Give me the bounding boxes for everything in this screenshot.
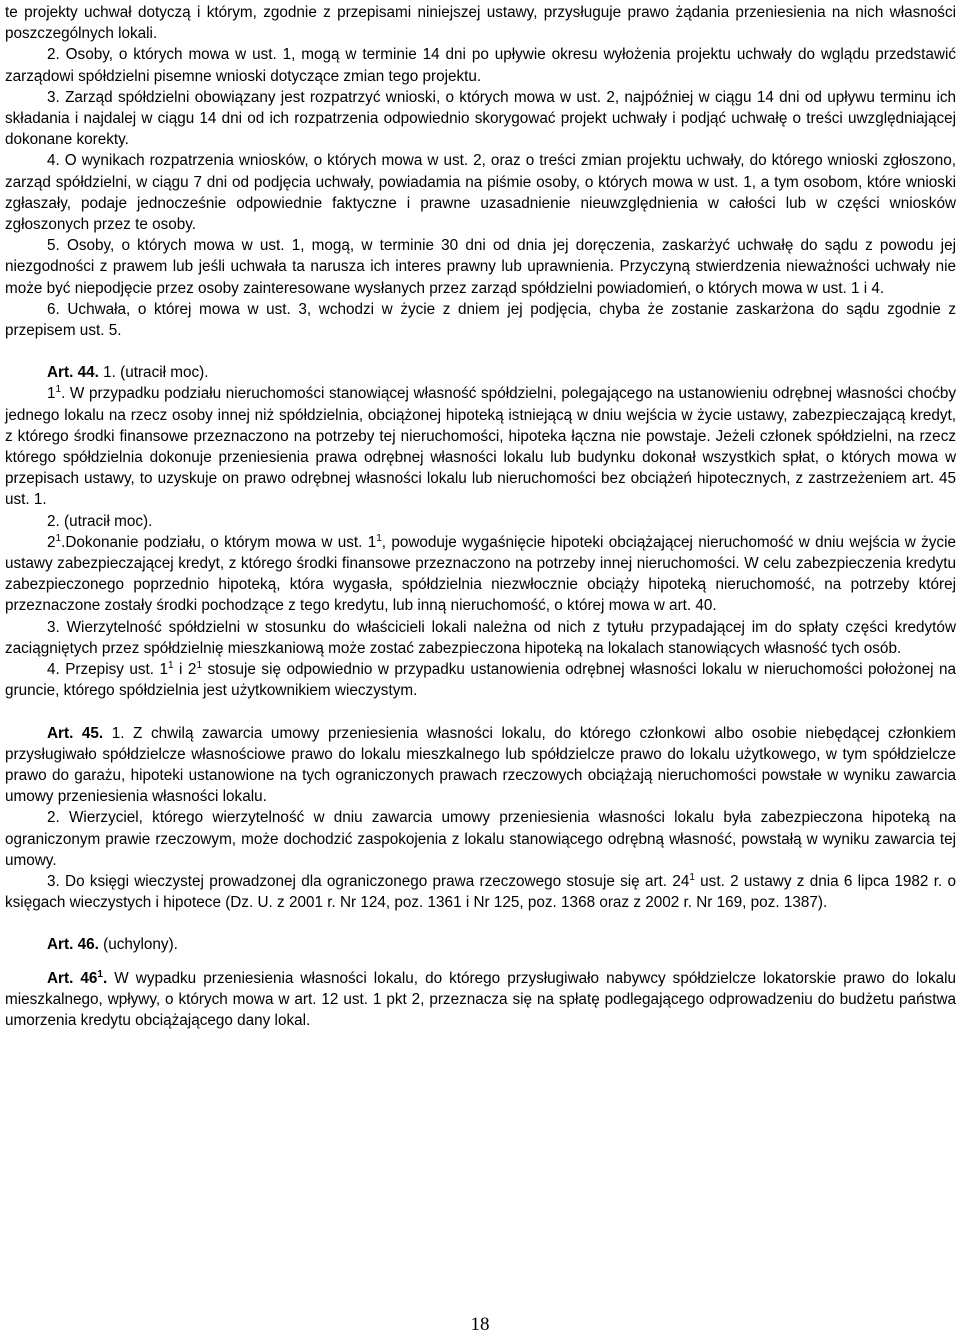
article-44-section-3: 3. Wierzytelność spółdzielni w stosunku do właścicieli lokali należna od nich z tytułu przypadającej im do spłaty części kredytów zaciągniętych przez spółdzielnię mieszkaniową może zostać zabezpieczona hipoteką na lokalach stanowiących własność tych osób. <box>5 618 956 657</box>
spacer <box>5 341 956 362</box>
article-44-section-1-1: $1^1$. W przypadku podziału nieruchomości stanowiącej własność spółdzielni, polegającego na ustanowieniu odrębnej własności choćby jednego lokalu na rzecz osoby innej niż spółdzielnia, obciążonej hipoteką istniejącą w dniu wejścia w życie ustawy, zabezpieczającą kredyt, z którego środki finansowe przeznaczono na potrzeby tej nieruchomości, hipoteka łączna nie powstaje. Jeżeli członek spółdzielni, na rzecz którego spółdzielnia dokonuje przeniesienia prawa odrębnej własności lokalu lub budynku dokonał wszystkich spłat, o których mowa w przepisach ustawy, to uzyskuje on prawo odrębnej własności lokalu lub nieruchomości bez obciążeń hipotecznych, z zastrzeżeniem art. 45 ust. 1. <box>5 384 956 509</box>
spacer <box>5 956 956 968</box>
article-46: Art. 46. (uchylony). <box>47 936 178 954</box>
paragraph: 6. Uchwała, o której mowa w ust. 3, wchodzi w życie z dniem jej podjęcia, chyba że zostanie zaskarżona do sądu zgodnie z przepisem ust. 5. <box>5 300 956 340</box>
article-46-1: Art. $46^1$. W wypadku przeniesienia własności lokalu, do którego przysługiwało nabywcy spółdzielcze lokatorskie prawo do lokalu mieszkalnego, wpływy, o których mowa w art. 12 ust. 1 pkt 2, przeznacza się na spłatę podlegającego odprowadzeniu do budżetu państwa umorzenia kredytu obciążającego dany lokal. <box>5 968 957 1029</box>
paragraph: te projekty uchwał dotyczą i którym, zgodnie z przepisami niniejszej ustawy, przysługuje prawo żądania przeniesienia na nich własności poszczególnych lokali. <box>5 4 956 43</box>
article-45-section-3: 3. Do księgi wieczystej prowadzonej dla ograniczonego prawa rzeczowego stosuje się art. $24^1$ ust. 2 ustawy z dnia 6 lipca 1982 r. o księgach wieczystych i hipotece (Dz. U. z 2001 r. Nr 124, poz. 1361 i Nr 125, poz. 1368 oraz z 2002 r. Nr 169, poz. 1387). <box>5 871 956 912</box>
paragraph: 3. Zarząd spółdzielni obowiązany jest rozpatrzyć wnioski, o których mowa w ust. 2, najpóźniej w ciągu 14 dni od upływu terminu ich składania i najdalej w ciągu 14 dni od ich rozpatrzenia odpowiednio skorygować projekt uchwały i podjąć uchwałę o treści uwzględniającej dokonane korekty. <box>5 88 956 149</box>
article-46-1-heading: Art. $46^1$. <box>47 968 108 987</box>
article-44-section-2-1: $2^1.Dokonanie$ podziału, o którym mowa w ust. $1^1$, powoduje wygaśnięcie hipoteki obciążającej nieruchomość w dniu wejścia w życie ustawy zabezpieczającej kredyt, z którego środki finansowe przeznaczono na potrzeby innej nieruchomości. W celu zabezpieczenia kredytu zabezpieczonego poprzednio hipoteką, która wygasła, spółdzielnia niezwłocznie obciąży hipoteką nieruchomość, na potrzeby której przeznaczone zostały środki pochodzące z tego kredytu, lub inną nieruchomość, o której mowa w art. 40. <box>5 532 956 615</box>
spacer <box>5 702 956 723</box>
article-45-section-1: Art. 45. 1. Z chwilą zawarcia umowy przeniesienia własności lokalu, do którego członkowi albo osobie niebędącej członkiem przysługiwało spółdzielcze własnościowe prawo do lokalu mieszkalnego lub spółdzielcze prawo do lokalu użytkowego, w tym spółdzielcze prawo do garażu, hipoteki ustanowione na tych ograniczonych prawach rzeczowych obciążają nieruchomości powstałe w wyniku zawarcia umowy przeniesienia własności lokalu. <box>5 724 957 806</box>
paragraph: 5. Osoby, o których mowa w ust. 1, mogą, w terminie 30 dni od dnia jej doręczenia, zaskarżyć uchwałę do sądu z powodu jej niezgodności z prawem lub jeśli uchwała ta narusza ich interes prawny lub uprawnienia. Przyczyną stwierdzenia nieważności uchwały nie może być niepodjęcie przez osoby zainteresowane wysłanych przez zarząd spółdzielni powiadomień, o których mowa w ust. 1 i 4. <box>5 237 956 297</box>
article-44-heading: Art. 44. <box>47 364 99 382</box>
paragraph: 4. O wynikach rozpatrzenia wniosków, o których mowa w ust. 2, oraz o treści zmian projektu uchwały, do którego wnioski zgłoszono, zarząd spółdzielni, w ciągu 7 dni od podjęcia uchwały, powiadamia na piśmie osoby, o których mowa w ust. 1, a tym osobom, które wnioski zgłaszały, podaje jednocześnie odpowiednie faktyczne i prawne uzasadnienie nieuwzględnienia w całości lub w części wniosków zgłoszonych przez te osoby. <box>5 152 956 234</box>
article-45-heading: Art. 45. <box>47 724 104 742</box>
article-44-section-2: 2. (utracił moc). <box>47 512 153 530</box>
article-44-section-4: 4. Przepisy ust. $1^1$ i $2^1$ stosuje się odpowiednio w przypadku ustanowienia odrębnej własności lokalu w nieruchomości położonej na gruncie, którego spółdzielnia jest użytkownikiem wieczystym. <box>5 660 957 700</box>
page-number: 18 <box>470 1314 490 1335</box>
article-44-section-1: Art. 44. 1. (utracił moc). <box>47 364 209 382</box>
article-45-section-2: 2. Wierzyciel, którego wierzytelność w dniu zawarcia umowy przeniesienia własności lokalu była zabezpieczona hipoteką na ograniczonym prawie rzeczowym, może dochodzić zaspokojenia z lokalu stanowiącego odrębną własność, powstałą w wyniku zawarcia tej umowy. <box>5 809 956 869</box>
paragraph: 2. Osoby, o których mowa w ust. 1, mogą w terminie 14 dni po upływie okresu wyłożenia projektu uchwały do wglądu przedstawić zarządowi spółdzielni pisemne wnioski dotyczące zmian tego projektu. <box>5 46 956 85</box>
spacer <box>5 913 956 934</box>
article-46-heading: Art. 46. <box>47 936 99 954</box>
